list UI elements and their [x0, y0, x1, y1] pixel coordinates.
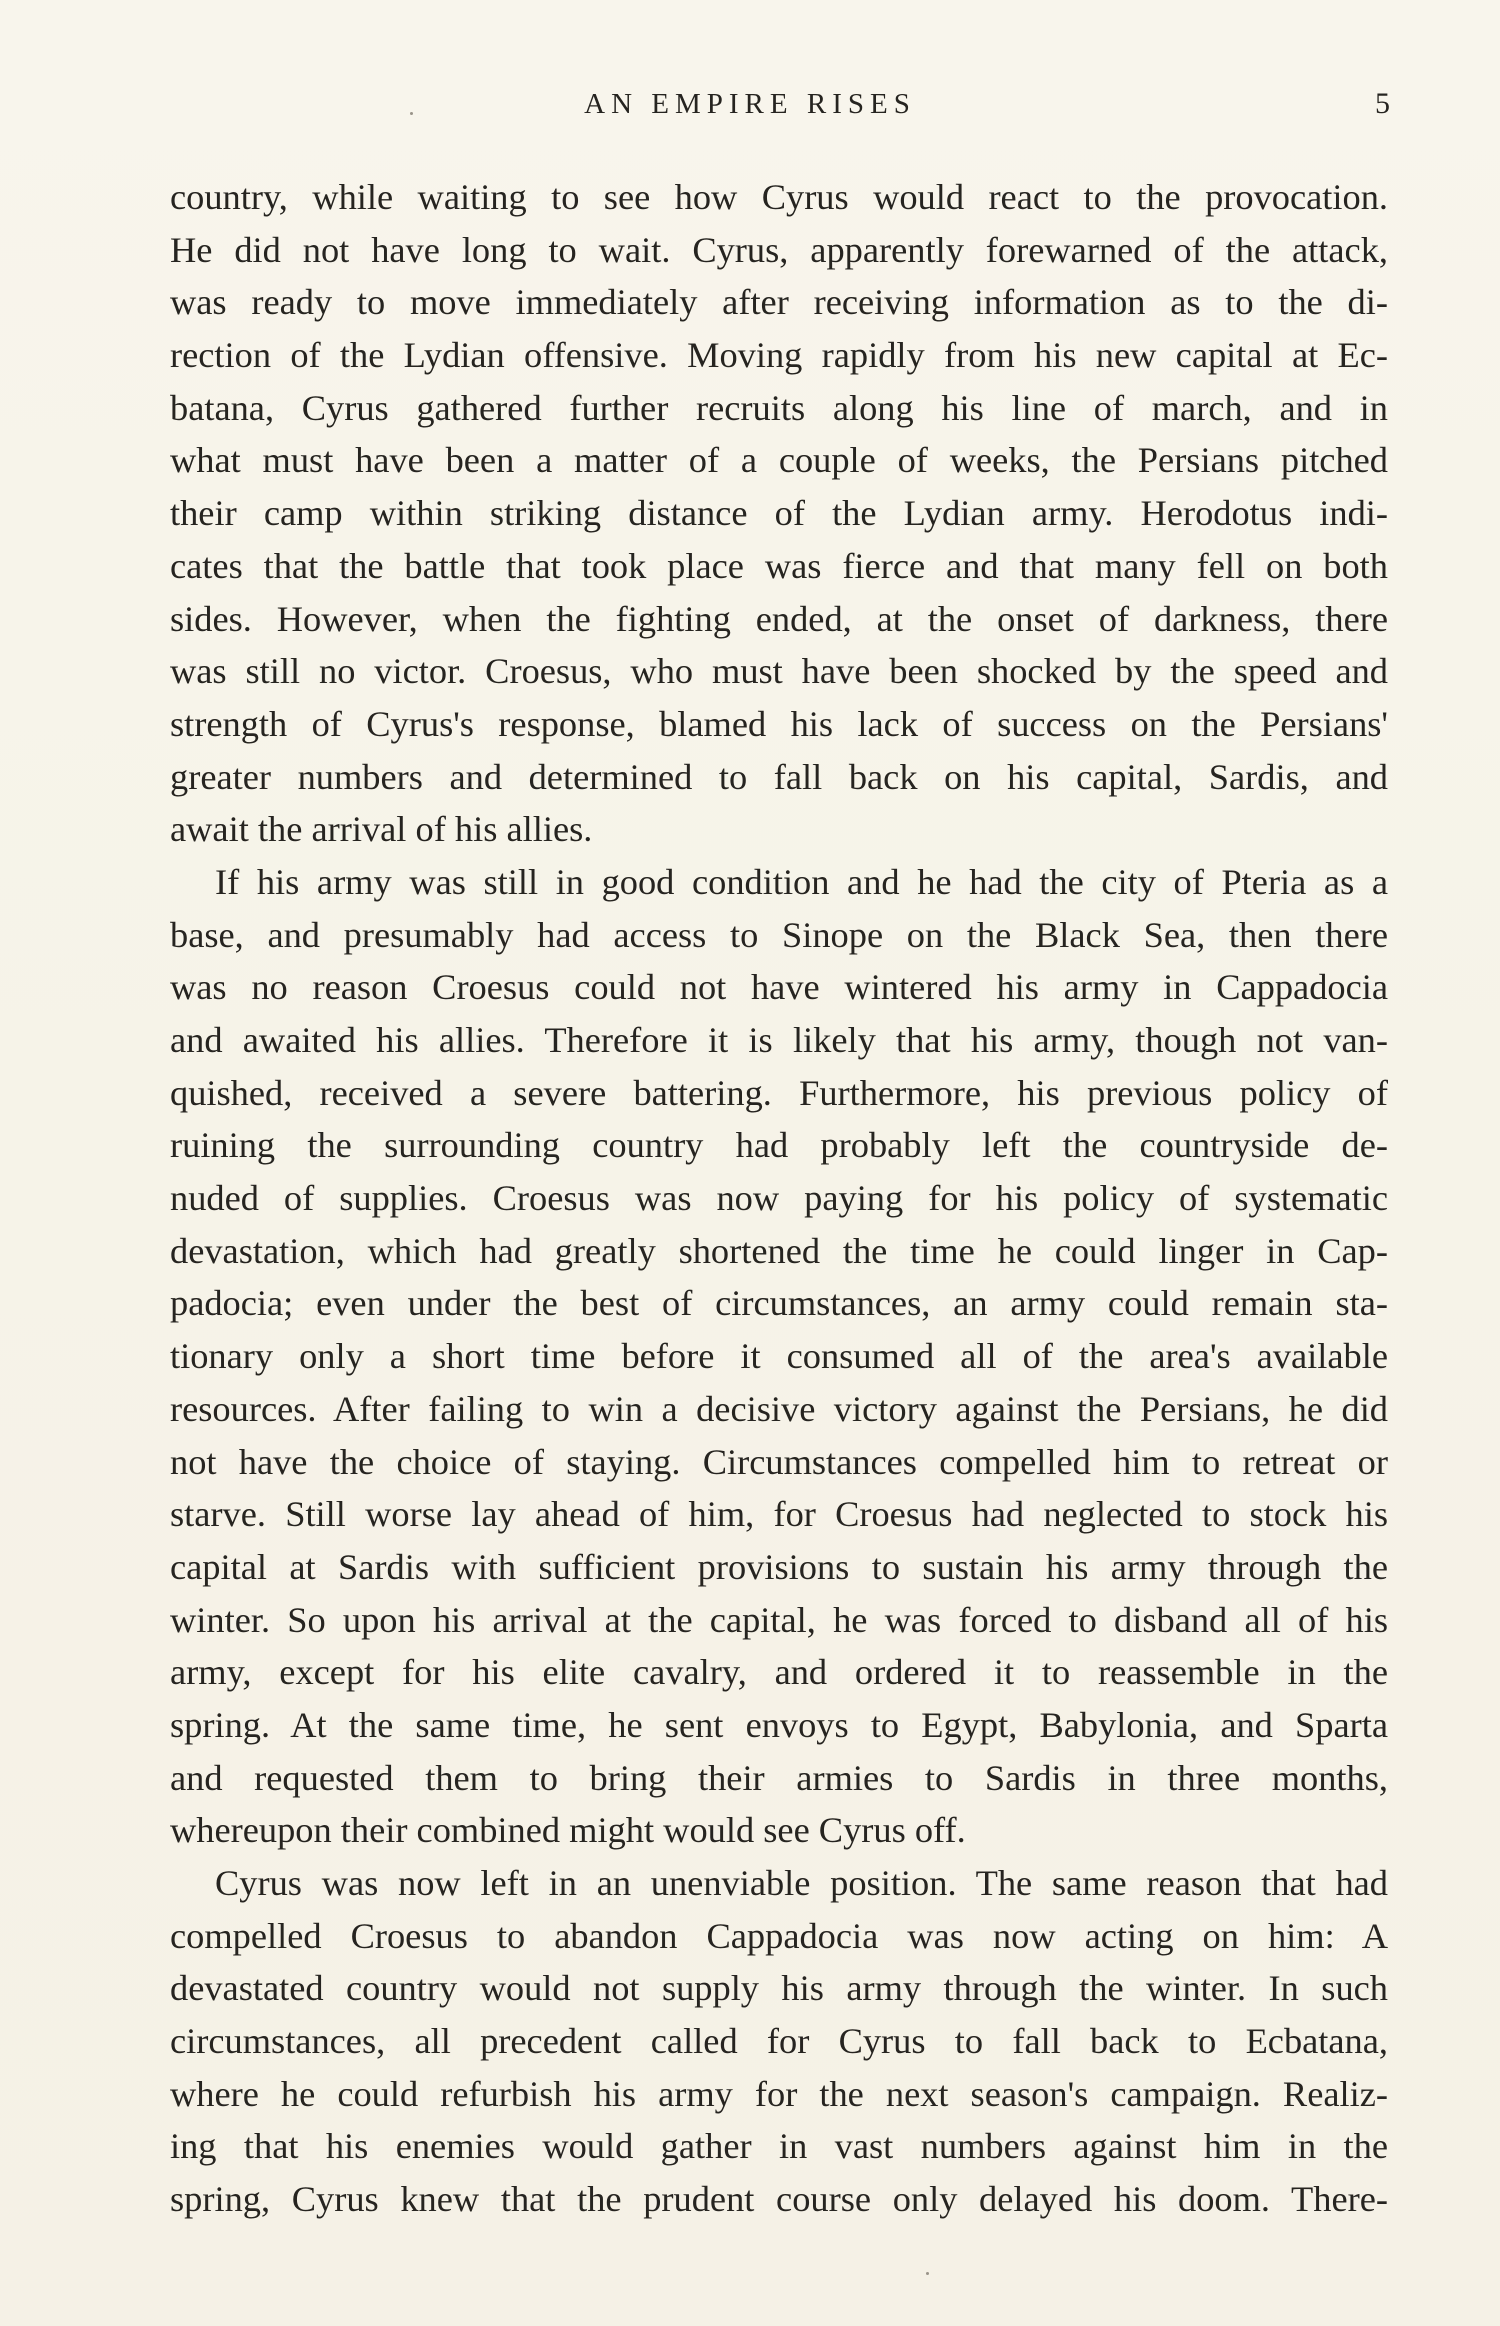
- text-line: nuded of supplies. Croesus was now paying for his policy of systematic: [170, 1178, 1388, 1219]
- text-line: spring, Cyrus knew that the prudent course only delayed his doom. There-: [170, 2179, 1388, 2220]
- text-line: whereupon their combined might would see Cyrus off.: [170, 1810, 966, 1851]
- text-line: not have the choice of staying. Circumstances compelled him to retreat or: [170, 1441, 1388, 1482]
- text-line: and requested them to bring their armies to Sardis in three months,: [170, 1757, 1388, 1798]
- text-line: batana, Cyrus gathered further recruits along his line of march, and in: [170, 387, 1388, 428]
- text-line: their camp within striking distance of the Lydian army. Herodotus indi-: [170, 493, 1388, 534]
- text-line: strength of Cyrus's response, blamed his lack of success on the Persians': [170, 703, 1388, 744]
- text-line: await the arrival of his allies.: [170, 809, 593, 850]
- text-line: was ready to move immediately after receiving information as to the di-: [170, 282, 1388, 323]
- paper-speck: [926, 2272, 929, 2275]
- running-title: AN EMPIRE RISES: [584, 88, 916, 120]
- paragraph: [170, 171, 1388, 856]
- text-line: winter. So upon his arrival at the capital, he was forced to disband all of his: [170, 1599, 1388, 1640]
- text-line: devastation, which had greatly shortened the time he could linger in Cap-: [170, 1230, 1388, 1271]
- text-line: was no reason Croesus could not have wintered his army in Cappadocia: [170, 967, 1388, 1008]
- text-line: greater numbers and determined to fall back on his capital, Sardis, and: [170, 756, 1388, 797]
- text-line: base, and presumably had access to Sinope on the Black Sea, then there: [170, 914, 1388, 955]
- text-line: country, while waiting to see how Cyrus would react to the provocation.: [170, 177, 1388, 217]
- paper-speck: [410, 112, 413, 115]
- text-line: spring. At the same time, he sent envoys to Egypt, Babylonia, and Sparta: [170, 1704, 1388, 1745]
- text-line: rection of the Lydian offensive. Moving rapidly from his new capital at Ec-: [170, 335, 1388, 376]
- text-line: compelled Croesus to abandon Cappadocia was now acting on him: A: [170, 1915, 1388, 1956]
- text-line: was still no victor. Croesus, who must have been shocked by the speed and: [170, 651, 1388, 692]
- text-line: He did not have long to wait. Cyrus, apparently forewarned of the attack,: [170, 229, 1388, 270]
- text-line: quished, received a severe battering. Furthermore, his previous policy of: [170, 1072, 1388, 1113]
- text-line: ing that his enemies would gather in vast numbers against him in the: [170, 2126, 1388, 2167]
- text-line: cates that the battle that took place was fierce and that many fell on both: [170, 545, 1388, 586]
- text-line: devastated country would not supply his army through the winter. In such: [170, 1968, 1388, 2009]
- page-number: 5: [1375, 87, 1390, 120]
- text-line: capital at Sardis with sufficient provisions to sustain his army through the: [170, 1546, 1388, 1587]
- text-line: sides. However, when the fighting ended, at the onset of darkness, there: [170, 598, 1388, 639]
- text-line: If his army was still in good condition and he had the city of Pteria as a: [215, 861, 1388, 902]
- paragraph: [170, 856, 1388, 1857]
- text-line: circumstances, all precedent called for Cyrus to fall back to Ecbatana,: [170, 2021, 1388, 2062]
- text-line: what must have been a matter of a couple of weeks, the Persians pitched: [170, 440, 1388, 481]
- paragraph: [170, 1857, 1388, 2226]
- text-line: resources. After failing to win a decisive victory against the Persians, he did: [170, 1388, 1388, 1429]
- text-line: Cyrus was now left in an unenviable position. The same reason that had: [215, 1863, 1388, 1903]
- text-line: army, except for his elite cavalry, and ordered it to reassemble in the: [170, 1652, 1388, 1693]
- text-line: tionary only a short time before it consumed all of the area's available: [170, 1336, 1388, 1377]
- text-line: where he could refurbish his army for the next season's campaign. Realiz-: [170, 2073, 1388, 2114]
- text-line: ruining the surrounding country had probably left the countryside de-: [170, 1125, 1388, 1166]
- body-text: [170, 171, 1388, 2226]
- text-line: starve. Still worse lay ahead of him, for Croesus had neglected to stock his: [170, 1494, 1388, 1535]
- text-line: and awaited his allies. Therefore it is likely that his army, though not van-: [170, 1020, 1388, 1060]
- running-header: [0, 84, 1500, 134]
- text-line: padocia; even under the best of circumstances, an army could remain sta-: [170, 1283, 1388, 1324]
